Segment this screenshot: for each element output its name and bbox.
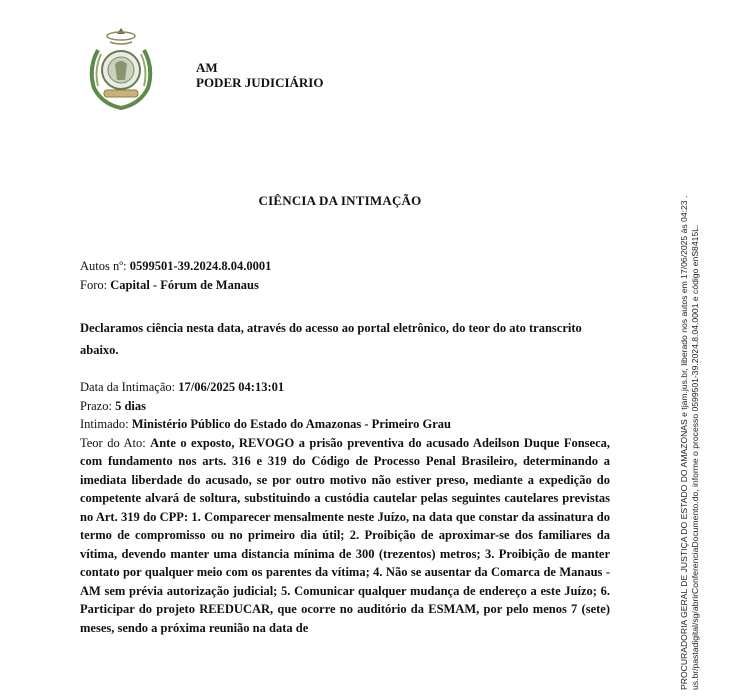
teor-text: Ante o exposto, REVOGO a prisão preventiva do acusado Adeilson Duque Fonseca, com fundamento nos arts. 316 e 319 do Código de Processo Penal Brasileiro, determinando a imediata liberdade do acusado, se por outro motivo não estiver preso, mediante a expedição do competente alvará de soltura, substituindo a custódia cautelar pelas seguintes cautelares previstas no Art. 319 do CPP: 1. Comparecer mensalmente neste Juízo, na data que constar da assinatura do termo de compromisso ou no primeiro dia útil; 2. Proibição de aproximar-se dos familiares da vítima, devendo manter uma distancia mínima de 300 (trezentos) metros; 3. Proibição de manter contato por qualquer meio com os parentes da vítima; 4. Não se ausentar da Comarca de Manaus - AM sem prévia autorização judicial; 5. Comunicar qualquer mudança de endereço a este Juízo; 6. Participar do projeto REEDUCAR, que ocorre no auditório da ESMAM, por pelo menos 7 (sete) meses, sendo a próxima reunião na data de	[80, 435, 610, 635]
foro-line	[80, 276, 610, 295]
case-info	[80, 257, 610, 294]
teor-paragraph	[80, 434, 610, 638]
autos-line	[80, 257, 610, 276]
declaration-text: Declaramos ciência nesta data, através do acesso ao portal eletrônico, do teor do ato transcrito abaixo.	[80, 321, 582, 357]
prazo-label: Prazo:	[80, 398, 112, 413]
state-label: AM	[196, 60, 218, 75]
date-label: Data da Intimação:	[80, 380, 176, 394]
digital-signature-note	[679, 10, 700, 690]
intimado-line	[80, 415, 610, 434]
intimado-label: Intimado:	[80, 417, 129, 431]
teor-label: Teor do Ato:	[80, 435, 146, 450]
signature-line-2: us.br/pastadigital/sg/abrirConferenciaDocumento.do, informe o processo 0599501-39.2024.8.04.0001 e código enS8415L.	[689, 224, 700, 690]
date-value: 17/06/2025 04:13:01	[178, 380, 285, 394]
document-title: CIÊNCIA DA INTIMAÇÃO	[258, 193, 422, 208]
foro-label: Foro:	[80, 277, 108, 292]
foro-value: Capital - Fórum de Manaus	[110, 277, 259, 292]
prazo-line	[80, 397, 610, 416]
court-header	[196, 60, 323, 90]
court-name: PODER JUDICIÁRIO	[196, 75, 324, 90]
court-coat-of-arms	[84, 24, 158, 112]
signature-line-1: PROCURADORIA GERAL DE JUSTIÇA DO ESTADO DO AMAZONAS e tjam.jus.br, liberado nos autos em 17/06/2025 às 04:23 .	[679, 195, 689, 690]
prazo-value: 5 dias	[115, 398, 146, 413]
date-line	[80, 378, 610, 397]
autos-number: 0599501-39.2024.8.04.0001	[129, 259, 272, 273]
intimation-details	[80, 378, 610, 637]
intimado-value: Ministério Público do Estado do Amazonas - Primeiro Grau	[131, 417, 451, 431]
autos-label: Autos nº:	[80, 259, 127, 273]
